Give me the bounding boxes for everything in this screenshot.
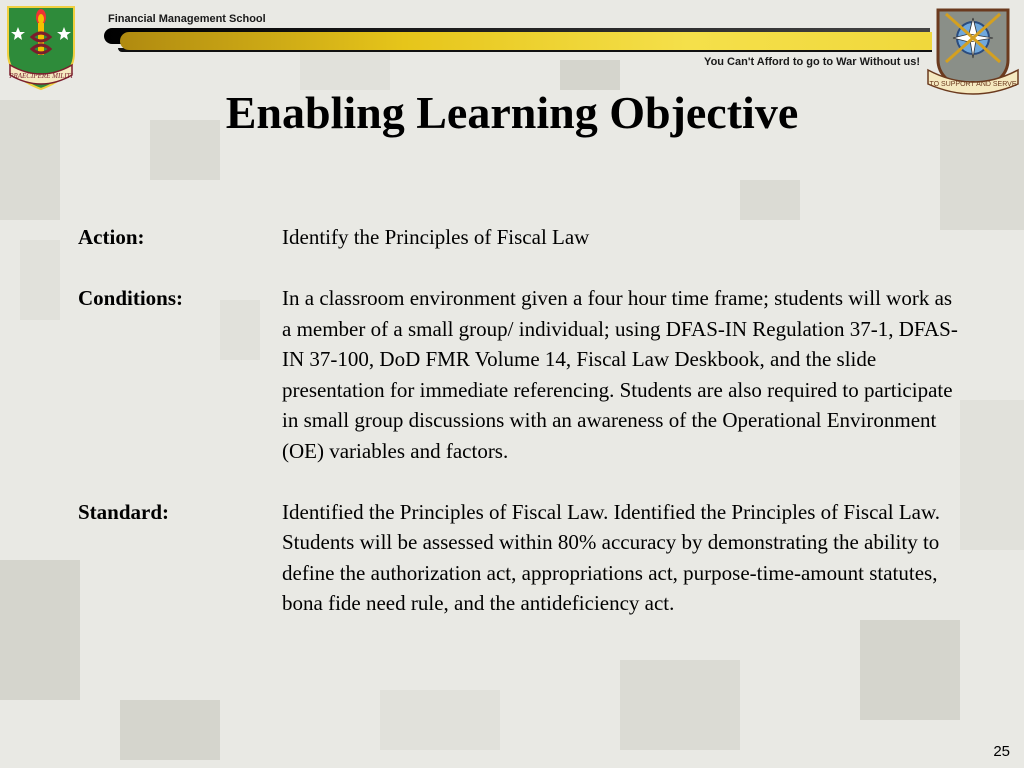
standard-row <box>78 497 968 619</box>
svg-text:PRAECIPERE MILITI: PRAECIPERE MILITI <box>9 72 73 80</box>
conditions-row <box>78 283 968 466</box>
objectives-list <box>78 222 968 649</box>
header-motto: You Can't Afford to go to War Without us! <box>704 56 920 68</box>
action-row <box>78 222 968 253</box>
school-name: Financial Management School <box>108 13 266 25</box>
conditions-text: In a classroom environment given a four hour time frame; students will work as a member of a small group/ individual; using DFAS-IN Regulation 37-1, DFAS-IN 37-100, DoD FMR Volume 14, Fiscal Law Deskbook, and the slide presentation for immediate referencing. Students are also required to participate in small group discussions with an awareness of the Operational Environment (OE) variables and factors. <box>282 286 958 463</box>
header-bar-gold <box>120 32 932 50</box>
action-text: Identify the Principles of Fiscal Law <box>282 225 590 249</box>
conditions-label: Conditions: <box>78 286 184 310</box>
standard-label: Standard: <box>78 499 170 524</box>
standard-text: Identified the Principles of Fiscal Law. Identified the Principles of Fiscal Law. Students will be assessed within 80% accuracy by demonstrating the ability to define the authorization act, appropriations act, purpose-time-amount statutes, bona fide need rule, and the antideficiency act. <box>282 499 941 615</box>
school-crest-logo <box>4 3 78 93</box>
action-label: Action: <box>78 225 145 249</box>
slide-title: Enabling Learning Objective <box>225 87 799 138</box>
page-number: 25 <box>993 743 1010 760</box>
svg-text:TO SUPPORT AND SERVE: TO SUPPORT AND SERVE <box>929 81 1017 88</box>
unit-crest-logo <box>924 4 1022 96</box>
